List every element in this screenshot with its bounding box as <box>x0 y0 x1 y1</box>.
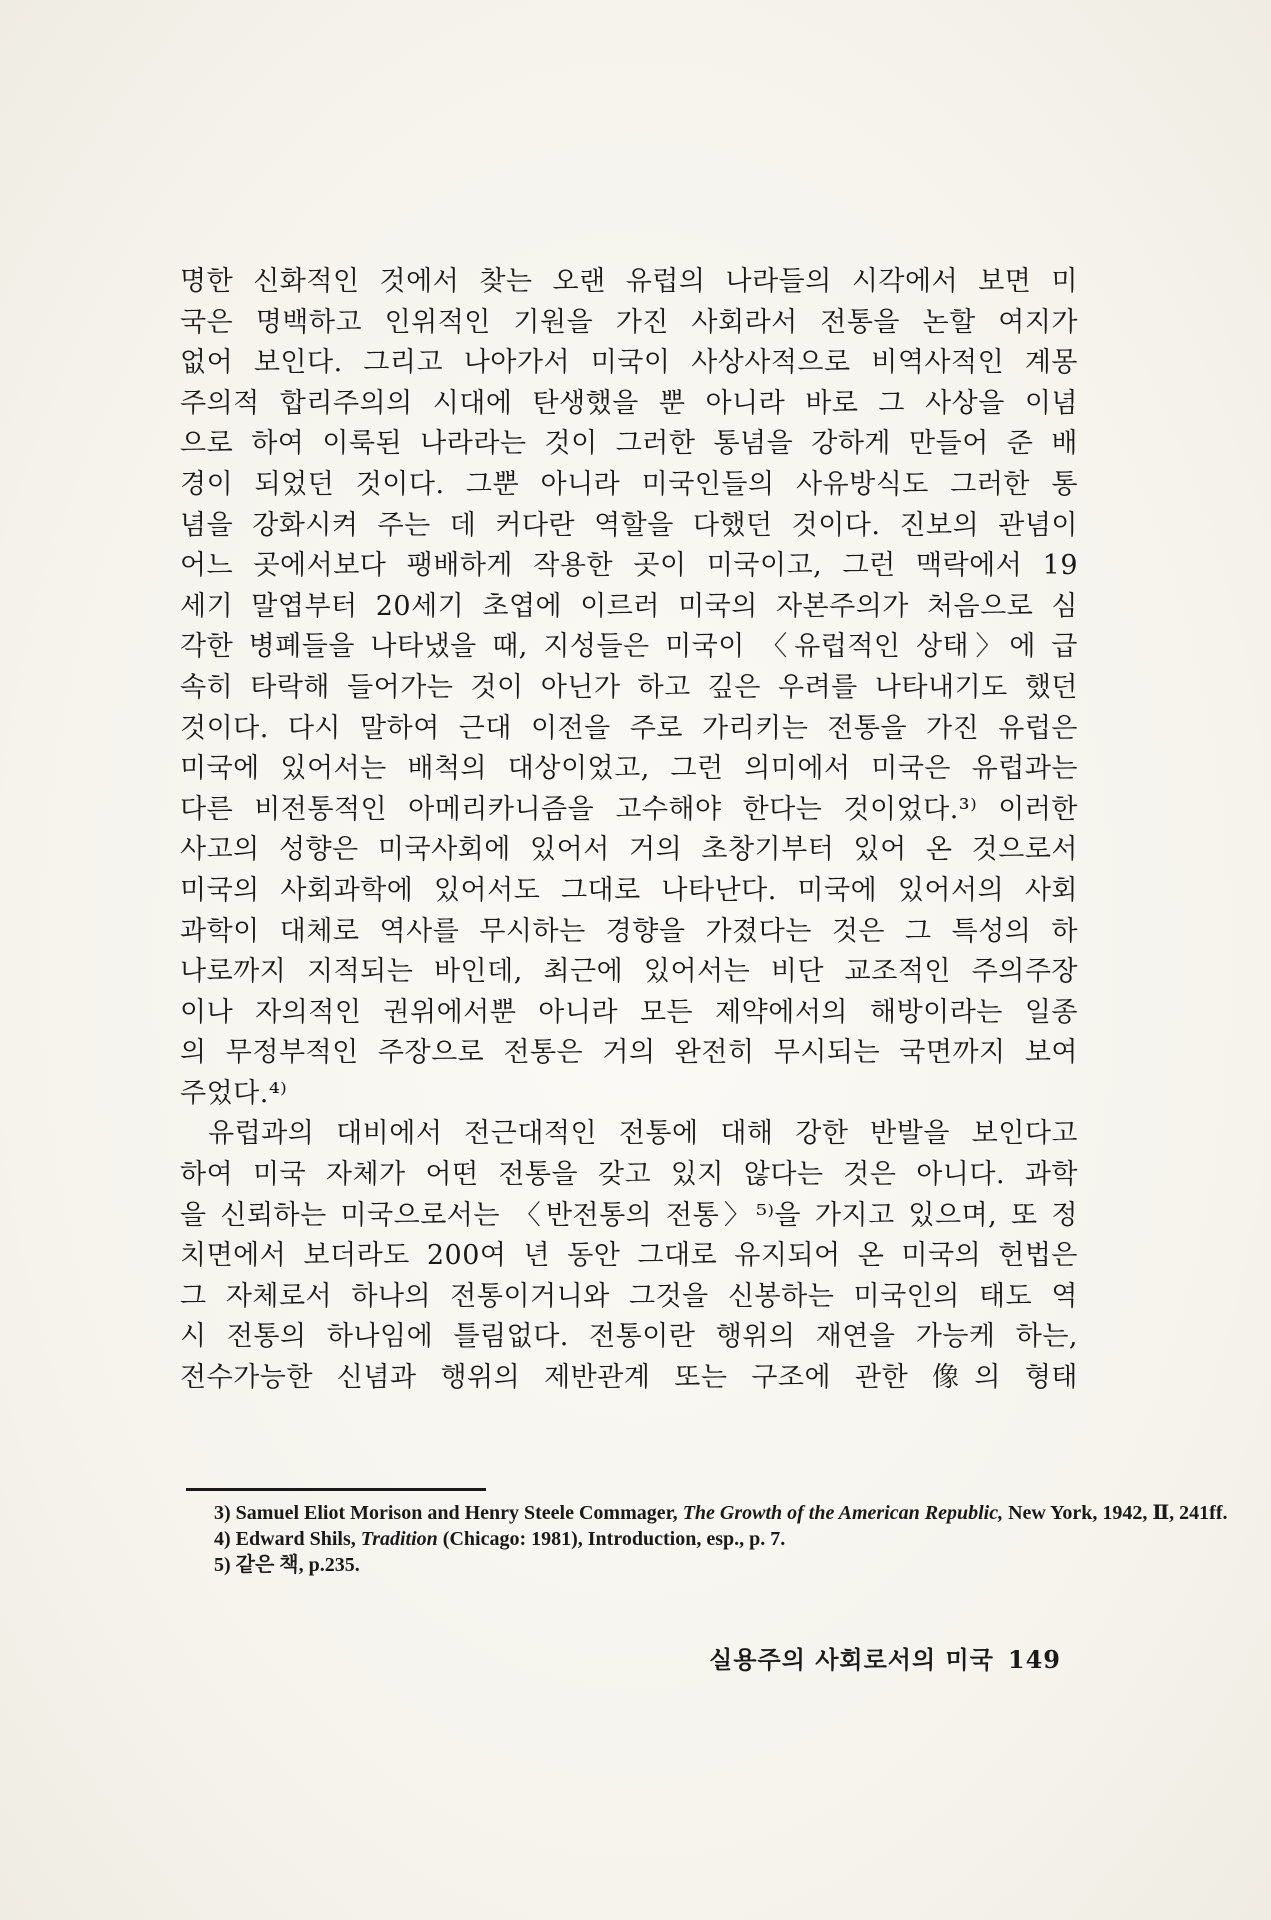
text-line: 미국의 사회과학에 있어서도 그대로 나타난다. 미국에 있어서의 사회 <box>180 874 1078 906</box>
text-line: 사고의 성향은 미국사회에 있어서 거의 초창기부터 있어 온 것으로서 <box>180 834 1078 866</box>
footnote-text: 같은 책, p.235. <box>235 1554 360 1576</box>
text-line: 으로 하여 이룩된 나라라는 것이 그러한 통념을 강하게 만들어 준 배 <box>180 428 1078 460</box>
text-line: 명한 신화적인 것에서 찾는 오랜 유럽의 나라들의 시각에서 보면 미 <box>180 266 1078 297</box>
footnote-authors: Samuel Eliot Morison and Henry Steele Commager, <box>235 1502 678 1524</box>
text-line: 세기 말엽부터 20세기 초엽에 이르러 미국의 자본주의가 처음으로 심 <box>180 590 1078 622</box>
footnotes <box>214 1500 1228 1578</box>
footnote-publication: New York, 1942, Ⅱ, 241ff. <box>1008 1502 1228 1524</box>
text-line: 주의적 합리주의의 시대에 탄생했을 뿐 아니라 바로 그 사상을 이념 <box>180 387 1078 419</box>
footnote-number: 5) <box>214 1554 231 1576</box>
text-line: 경이 되었던 것이다. 그뿐 아니라 미국인들의 사유방식도 그러한 통 <box>180 468 1078 500</box>
text-line: 속히 타락해 들어가는 것이 아닌가 하고 깊은 우려를 나타내기도 했던 <box>180 671 1078 703</box>
footnote-publication: (Chicago: 1981), Introduction, esp., p. 7. <box>442 1528 786 1550</box>
text-line: 의 무정부적인 주장으로 전통은 거의 완전히 무시되는 국면까지 보여 <box>180 1037 1078 1069</box>
text-line: 치면에서 보더라도 200여 년 동안 그대로 유지되어 온 미국의 헌법은 <box>180 1240 1078 1272</box>
text-line: 다른 비전통적인 아메리카니즘을 고수해야 한다는 것이었다.³⁾ 이러한 <box>180 793 1078 825</box>
text-line: 과학이 대체로 역사를 무시하는 경향을 가졌다는 것은 그 특성의 하 <box>180 915 1078 947</box>
text-line: 하여 미국 자체가 어떤 전통을 갖고 있지 않다는 것은 아니다. 과학 <box>180 1159 1078 1191</box>
text-line: 유럽과의 대비에서 전근대적인 전통에 대해 강한 반발을 보인다고 <box>208 1118 1078 1150</box>
text-line: 국은 명백하고 인위적인 기원을 가진 사회라서 전통을 논할 여지가 <box>180 306 1078 338</box>
text-line: 미국에 있어서는 배척의 대상이었고, 그런 의미에서 미국은 유럽과는 <box>180 753 1078 785</box>
text-line: 것이다. 다시 말하여 근대 이전을 주로 가리키는 전통을 가진 유럽은 <box>180 712 1078 744</box>
text-line: 각한 병폐들을 나타냈을 때, 지성들은 미국이 〈유럽적인 상태〉에 급 <box>180 631 1078 663</box>
text-line: 시 전통의 하나임에 틀림없다. 전통이란 행위의 재연을 가능케 하는, <box>180 1321 1078 1353</box>
text-line: 을 신뢰하는 미국으로서는 〈반전통의 전통〉⁵⁾을 가지고 있으며, 또 정 <box>180 1199 1078 1231</box>
text-line: 어느 곳에서보다 팽배하게 작용한 곳이 미국이고, 그런 맥락에서 19 <box>180 550 1078 582</box>
footnote-number: 4) <box>214 1528 231 1550</box>
running-footer <box>709 1640 1061 1675</box>
footnote-title: Tradition <box>360 1528 438 1550</box>
text-line: 념을 강화시켜 주는 데 커다란 역할을 다했던 것이다. 진보의 관념이 <box>180 509 1078 541</box>
text-line: 그 자체로서 하나의 전통이거니와 그것을 신봉하는 미국인의 태도 역 <box>180 1280 1078 1312</box>
footnote-separator <box>186 1488 486 1491</box>
text-line: 전수가능한 신념과 행위의 제반관계 또는 구조에 관한 像의 형태 <box>180 1362 1078 1394</box>
text-line: 이나 자의적인 권위에서뿐 아니라 모든 제약에서의 해방이라는 일종 <box>180 996 1078 1028</box>
running-title: 실용주의 사회로서의 미국 <box>709 1645 994 1674</box>
body-text <box>180 262 1078 1399</box>
page-number: 149 <box>1007 1645 1061 1674</box>
text-line: 주었다.⁴⁾ <box>180 1077 288 1109</box>
footnote-4 <box>214 1526 1074 1552</box>
footnote-5 <box>214 1552 1074 1578</box>
footnote-author: Edward Shils, <box>235 1528 356 1550</box>
footnote-number: 3) <box>214 1502 231 1524</box>
footnote-title: The Growth of the American Republic, <box>682 1502 1004 1524</box>
text-line: 나로까지 지적되는 바인데, 최근에 있어서는 비단 교조적인 주의주장 <box>180 956 1078 988</box>
text-line: 없어 보인다. 그리고 나아가서 미국이 사상사적으로 비역사적인 계몽 <box>180 347 1078 379</box>
footnote-3 <box>214 1500 1228 1526</box>
